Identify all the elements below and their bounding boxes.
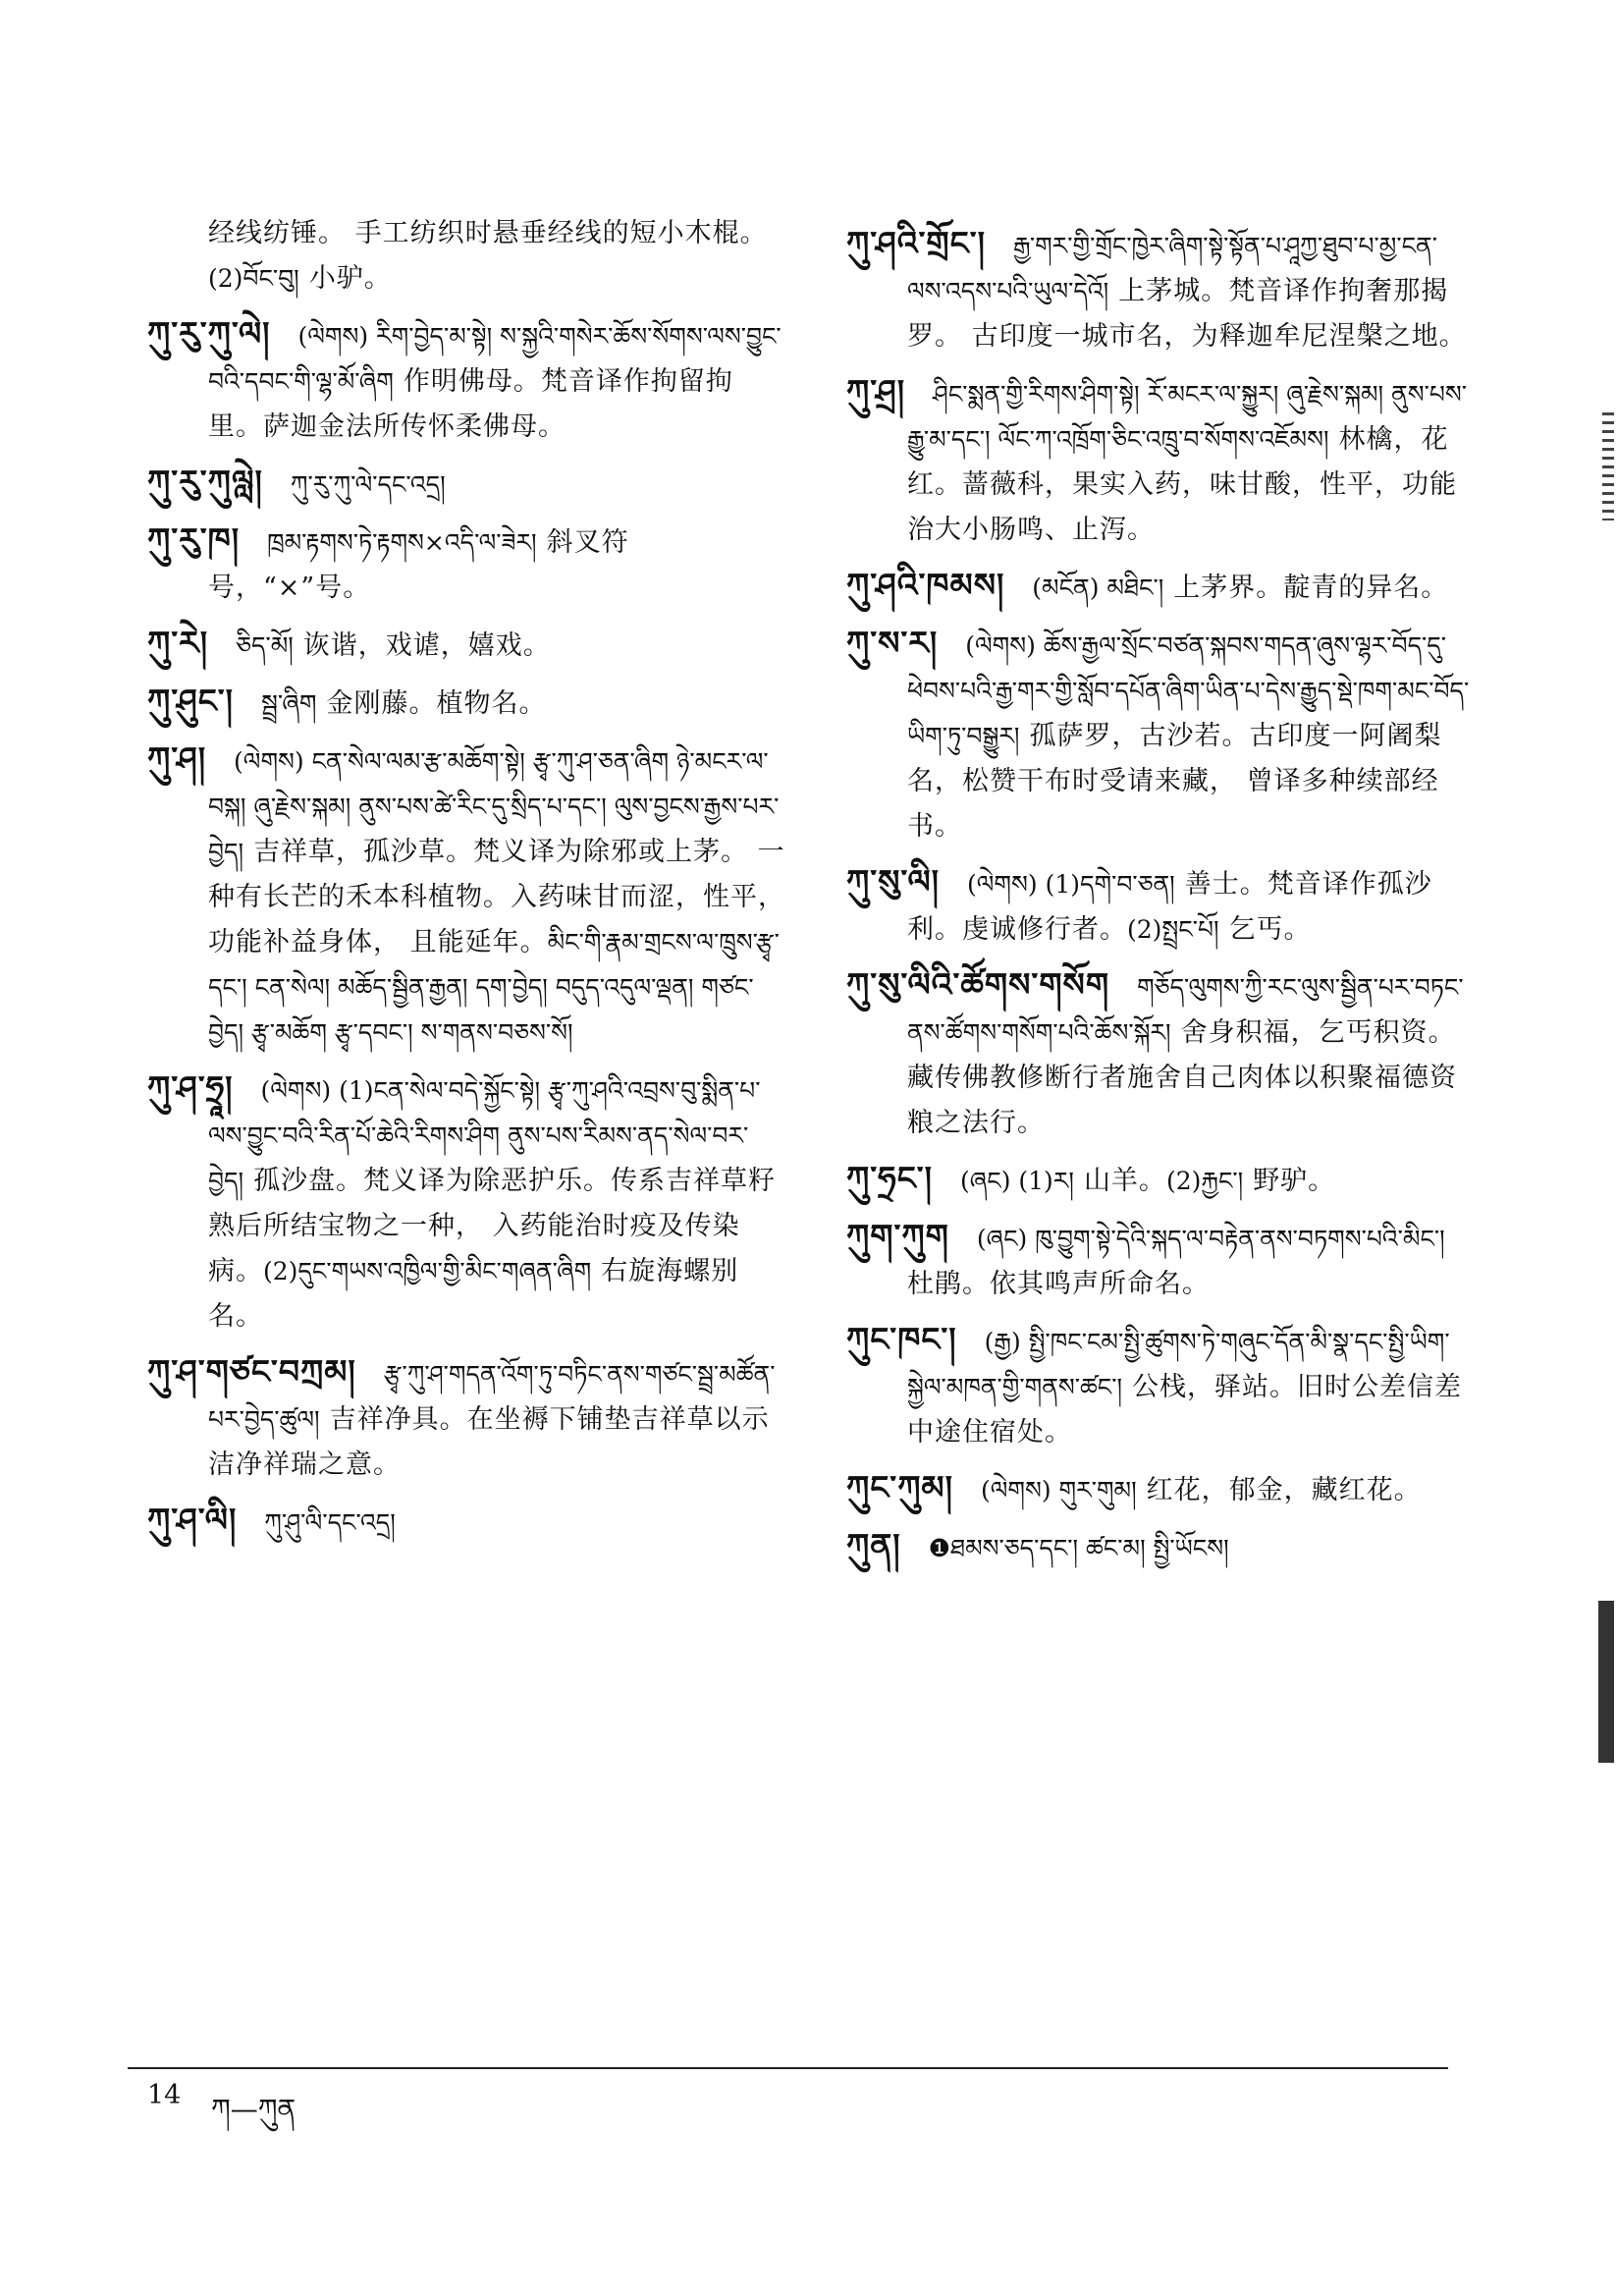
chinese-definition: 诙谐，戏谑，嬉戏。 bbox=[302, 630, 551, 661]
entry-headword: ཀུ་ཤྲ། bbox=[846, 372, 906, 410]
dictionary-entry bbox=[846, 1523, 1475, 1571]
tibetan-definition: ཤིང་སྨན་གྱི་རིགས་ཤིག་སྟེ། རོ་མངར་ལ་སྐྱུར། ཞུ་རྗེས་སྐམ། ནུས་པས་རྒྱུ་མ་དང་། ལོང་ཀ་འཁྲོག་ཅིང་འཁྲུ་བ་སོགས་འཇོམས། bbox=[907, 380, 1467, 454]
tibetan-definition: ཁྲམ་རྟགས་ཏེ་རྟགས×འདི་ལ་ཟེར། bbox=[267, 528, 537, 557]
chinese-definition: 右旋海螺别名。 bbox=[208, 1256, 739, 1332]
entry-headword: ཀུ་རུ་ཀུ་ལེ། bbox=[147, 314, 271, 353]
tibetan-definition: (ལེགས) རིག་བྱེད་མ་སྟེ། ས་སྐྱའི་གསེར་ཆོས་སོགས་ལས་བྱུང་བའི་དབང་གི་ལྷ་མོ་ཞིག bbox=[208, 322, 782, 396]
tibetan-definition: (ལེགས) གུར་གུམ། bbox=[980, 1476, 1137, 1504]
dictionary-entry bbox=[147, 518, 785, 611]
chinese-definition: 孤沙盘。梵义译为除恶护乐。传系吉祥草籽熟后所结宝物之一种， 入药能治时疫及传染病。 bbox=[208, 1166, 777, 1286]
tibetan-definition: གཅོད་ལུགས་ཀྱི་རང་ལུས་སྦྱིན་པར་བཏང་ནས་ཚོགས་གསོག་པའི་ཆོས་སྐོར། bbox=[907, 973, 1464, 1047]
page-number: 14 bbox=[147, 2080, 182, 2110]
chinese-definition: 小驴。 bbox=[308, 263, 392, 294]
dictionary-entry bbox=[846, 859, 1475, 953]
tibetan-definition: ཅིད་མོ། bbox=[236, 631, 294, 660]
entry-headword: ཀུ་ཤའི་ཁམས། bbox=[846, 566, 1005, 604]
entry-headword: ཀུ་སུ་ལི། bbox=[846, 862, 941, 901]
scan-edge-mark bbox=[1602, 412, 1614, 520]
dictionary-entry bbox=[846, 221, 1475, 359]
dictionary-entry bbox=[147, 1498, 785, 1546]
entry-headword: ཀུ་ཤ་གཙང་བཀྲམ། bbox=[147, 1352, 356, 1391]
chinese-definition: 孤萨罗，古沙若。古印度一阿阇梨名，松赞干布时受请来藏， 曾译多种续部经书。 bbox=[907, 721, 1442, 842]
entry-headword: ཀུ་ཤ་ཧྲཱ། bbox=[147, 1068, 234, 1107]
tibetan-definition: (མངོན) མཐིང་། bbox=[1032, 574, 1164, 602]
entry-headword: ཀུ་རེ། bbox=[147, 624, 209, 662]
dictionary-entry bbox=[147, 1066, 785, 1339]
tibetan-definition: (ལེགས) ངན་སེལ་ལམ་རྩ་མཆོག་སྟེ། རྩྭ་ཀུ་ཤ་ཅན་ཞིག ཉེ་མངར་ལ་བསྐ། ཞུ་རྗེས་སྐམ། ནུས་པས་ཚེ་རིང་དུ་སྲིད་པ་དང་། ལུས་བྱངས་རྒྱས་པར་བྱེད། bbox=[208, 747, 780, 866]
dictionary-entry bbox=[147, 311, 785, 450]
tibetan-definition: (2)རྐྱང་། bbox=[1165, 1167, 1244, 1195]
tibetan-definition: ཀུ་ཤུ་ལི་དང་འདྲ། bbox=[264, 1508, 396, 1537]
tibetan-definition: (ཞང) ཁུ་བྱུག་སྟེ་དེའི་སྐད་ལ་བརྟེན་ནས་བཏགས་པའི་མིང་། bbox=[976, 1225, 1445, 1253]
dictionary-entry bbox=[147, 737, 785, 1056]
chinese-definition: 吉祥净具。在坐褥下铺垫吉祥草以示洁净祥瑞之意。 bbox=[208, 1404, 770, 1480]
chinese-definition: 乞丐。 bbox=[1228, 914, 1312, 945]
dictionary-entry bbox=[846, 621, 1475, 849]
chinese-definition: 公栈，驿站。旧时公差信差中途住宿处。 bbox=[907, 1372, 1463, 1448]
dictionary-entry bbox=[846, 369, 1475, 553]
dictionary-entry bbox=[147, 679, 785, 727]
left-column bbox=[147, 211, 785, 1556]
tibetan-definition: ཀུ་རུ་ཀུ་ལེ་དང་འདྲ། bbox=[290, 470, 446, 499]
tibetan-definition: (རྒྱ) སྤྱི་ཁང་ངམ་སྤྱི་ཚུགས་ཏེ་གཞུང་དོན་མི་སྣ་དང་སྤྱི་ཡིག་སྐྱེལ་མཁན་གྱི་གནས་ཚང་། bbox=[907, 1328, 1450, 1401]
chinese-definition: 斜叉符号，“×”号。 bbox=[208, 527, 629, 603]
entry-headword: ཀུང་ཁང་། bbox=[846, 1320, 957, 1358]
chinese-definition: 善士。梵音译作孤沙利。虔诚修行者。 bbox=[907, 869, 1432, 945]
chinese-definition: 经线纺锤。 手工纺织时悬垂经线的短小木棍。 bbox=[208, 218, 768, 248]
tibetan-definition: (ལེགས) ཆོས་རྒྱལ་སྲོང་བཙན་སྐབས་གདན་ཞུས་ལྷར་བོད་དུ་ཕེབས་པའི་རྒྱ་གར་གྱི་སློབ་དཔོན་ཞིག་ཡིན་པ་དེས་རྒྱུད་སྡེ་ཁག་མང་བོད་ཡིག་ཏུ་བསྒྱུར། bbox=[907, 631, 1470, 750]
entry-headword: ཀུ་ཤ་ལི། bbox=[147, 1501, 238, 1539]
dictionary-entry bbox=[846, 1156, 1475, 1204]
tibetan-definition: (ཞང) (1)ར། bbox=[960, 1167, 1074, 1195]
entry-headword: ཀུན། bbox=[846, 1526, 901, 1564]
scan-edge-bar bbox=[1598, 1601, 1614, 1763]
chinese-definition: 吉祥草，孤沙草。梵义译为除邪或上茅。 一种有长芒的禾本科植物。入药味甘而涩，性平，功能补益身体， 且能延年。 bbox=[208, 837, 785, 957]
entry-headword: ཀུ་རུ་ཁ། bbox=[147, 520, 241, 559]
tibetan-definition: རྒྱ་གར་གྱི་གྲོང་ཁྱེར་ཞིག་སྟེ་སྟོན་པ་ཤཱཀྱ་ཐུབ་པ་མྱ་ངན་ལས་འདས་པའི་ཡུལ་དེའོ། bbox=[907, 232, 1437, 305]
chinese-definition: 作明佛母。梵音译作拘留拘里。萨迦金法所传怀柔佛母。 bbox=[208, 366, 733, 442]
entry-headword: ཀུག་ཀུག bbox=[846, 1217, 949, 1255]
chinese-definition: 上茅界。靛青的异名。 bbox=[1173, 573, 1449, 603]
entry-headword: ཀུ་སུ་ལིའི་ཚོགས་གསོག bbox=[846, 965, 1110, 1004]
entry-headword: ཀུ་རུ་ཀུལླེ། bbox=[147, 463, 263, 501]
chinese-definition: 上茅城。梵音译作拘奢那揭罗。 古印度一城市名，为释迦牟尼涅槃之地。 bbox=[907, 276, 1467, 352]
entry-headword: ཀུ་ཧྲང་། bbox=[846, 1159, 934, 1197]
dictionary-entry bbox=[147, 460, 785, 508]
tibetan-definition: (ལེགས) (1)ངན་སེལ་བདེ་སྐྱོང་སྟེ། རྩྭ་ཀུ་ཤའི་འབྲས་བུ་སྨིན་པ་ལས་བྱུང་བའི་རིན་པོ་ཆེའི་རིགས་ཤིག ནུས་པས་རིམས་ནད་སེལ་བར་བྱེད། bbox=[208, 1076, 761, 1195]
tibetan-definition: མིང་གི་རྣམ་གྲངས་ལ་ཁྲུས་རྩྭ་དང་། ངན་སེལ། མཆོད་སྦྱིན་རྒྱན། དག་བྱེད། བདུད་འདུལ་ལྡན། གཙང་བྱེད། རྩྭ་མཆོག རྩྭ་དབང་། ས་གནས་བཅས་སོ། bbox=[208, 928, 780, 1047]
dictionary-entry bbox=[846, 563, 1475, 611]
chinese-definition: 杜鹃。依其鸣声所命名。 bbox=[907, 1269, 1210, 1299]
dictionary-entry bbox=[846, 1465, 1475, 1513]
tibetan-definition: (2)བོང་བུ། bbox=[208, 264, 299, 293]
chinese-definition: 舍身积福，乞丐积资。藏传佛教修断行者施舍自己肉体以积聚福德资粮之法行。 bbox=[907, 1017, 1457, 1138]
dictionary-entry bbox=[846, 962, 1475, 1146]
chinese-definition: 红花，郁金，藏红花。 bbox=[1146, 1475, 1422, 1505]
tibetan-definition: རྩྭ་ཀུ་ཤ་གདན་འོག་ཏུ་བཏིང་ནས་གཙང་སྦྲ་མཚོན་པར་བྱེད་ཚུལ། bbox=[208, 1360, 776, 1434]
entry-headword: ཀུ་ས་ར། bbox=[846, 624, 939, 662]
entry-continuation bbox=[147, 211, 785, 301]
entry-headword: ཀུ་ཤའི་གྲོང་། bbox=[846, 224, 986, 262]
chinese-definition: 山羊。 bbox=[1083, 1166, 1166, 1196]
dictionary-entry bbox=[846, 1214, 1475, 1307]
dictionary-entry bbox=[147, 621, 785, 669]
tibetan-definition: སྦྲ་ཞིག bbox=[261, 689, 317, 718]
right-column bbox=[846, 221, 1475, 1581]
running-head: ཀ—ཀུན bbox=[211, 2093, 296, 2125]
dictionary-entry bbox=[846, 1317, 1475, 1455]
entry-headword: ཀུ་ཤ། bbox=[147, 739, 207, 778]
tibetan-definition: (2)དུང་གཡས་འཁྱིལ་གྱི་མིང་གཞན་ཞིག bbox=[263, 1257, 592, 1285]
chinese-definition: 野驴。 bbox=[1253, 1166, 1336, 1196]
entry-headword: ཀུ་ཤུང་། bbox=[147, 682, 235, 720]
chinese-definition: 金刚藤。植物名。 bbox=[326, 688, 547, 719]
tibetan-definition: (ལེགས) (1)དགེ་བ་ཅན། bbox=[967, 870, 1175, 899]
tibetan-definition: ❶ཐམས་ཅད་དང་། ཚང་མ། སྤྱི་ཡོངས། bbox=[928, 1534, 1229, 1562]
dictionary-entry bbox=[147, 1349, 785, 1488]
chinese-definition: 林檎，花红。蔷薇科，果实入药，味甘酸，性平，功能治大小肠鸣、止泻。 bbox=[907, 424, 1457, 545]
tibetan-definition: (2)སྤྲང་པོ། bbox=[1127, 915, 1219, 944]
footer-rule bbox=[128, 2067, 1448, 2069]
entry-headword: ཀུང་ཀུམ། bbox=[846, 1468, 953, 1506]
